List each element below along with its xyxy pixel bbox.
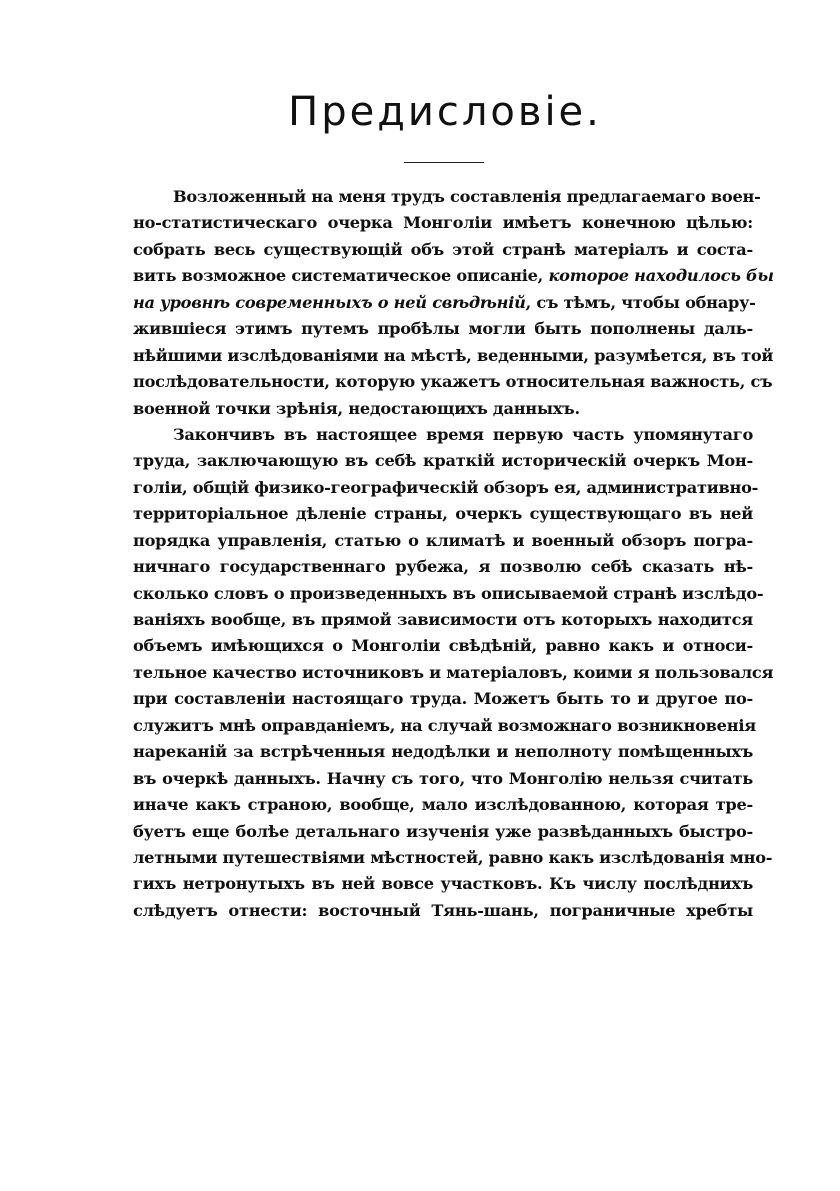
text-line — [133, 581, 764, 607]
text-line — [133, 422, 753, 448]
text-line — [133, 607, 753, 633]
text-line — [133, 396, 753, 422]
text-line — [133, 819, 753, 845]
text-run: въ очеркѣ данныхъ. Начну съ того, что Монголію нельзя считать — [133, 768, 753, 788]
text-run: голіи, общій физико-географическій обзоръ ея, административно- — [133, 477, 759, 497]
italic-phrase: которое находилось бы — [548, 266, 774, 286]
text-run: сколько словъ о произведенныхъ въ описываемой странѣ изслѣдо- — [133, 583, 764, 603]
text-line — [133, 713, 756, 739]
text-run: нареканій за встрѣченныя недодѣлки и неполноту помѣщенныхъ — [133, 742, 753, 762]
text-run: , съ тѣмъ, чтобы обнару- — [525, 292, 756, 312]
text-line — [133, 792, 753, 818]
italic-phrase: на уровнѣ современныхъ о ней свѣдѣній — [133, 292, 526, 312]
text-line — [133, 448, 753, 474]
text-run: летными путешествіями мѣстностей, равно какъ изслѣдованія мно- — [133, 847, 773, 867]
text-run: буетъ еще болѣе детальнаго изученія уже развѣданныхъ быстро- — [133, 821, 753, 841]
title-divider — [404, 162, 484, 163]
text-line — [133, 237, 753, 263]
text-run: территоріальное дѣленіе страны, очеркъ существующаго въ ней — [133, 504, 753, 524]
text-line — [133, 660, 774, 686]
text-run: ваніяхъ вообще, въ прямой зависимости отъ которыхъ находится — [133, 610, 753, 629]
text-line — [133, 343, 774, 369]
text-line — [133, 898, 753, 924]
text-line — [133, 501, 753, 527]
text-line — [133, 184, 761, 210]
text-line — [133, 475, 759, 501]
text-run: при составленіи настоящаго труда. Можетъ быть то и другое по- — [133, 689, 753, 709]
text-line — [133, 633, 753, 659]
text-run: Возложенный на меня трудъ составленія предлагаемаго воен- — [173, 187, 761, 206]
text-line — [133, 528, 753, 554]
text-run: ничнаго государственнаго рубежа, я позволю себѣ сказать нѣ- — [133, 557, 753, 577]
text-run: слѣдуетъ отнести: восточный Тянь-шань, пограничные хребты — [133, 900, 753, 920]
text-run: вить возможное систематическое описаніе, — [133, 266, 549, 286]
text-run: объемъ имѣющихся о Монголіи свѣдѣній, равно какъ и относи- — [133, 636, 753, 656]
text-run: послѣдовательности, которую укажетъ относительная важность, съ — [133, 372, 773, 392]
text-run: нѣйшими изслѣдованіями на мѣстѣ, веденными, разумѣется, въ той — [133, 345, 774, 365]
paragraph — [133, 422, 774, 924]
preface-body — [133, 184, 774, 924]
text-run: жившіеся этимъ путемъ пробѣлы могли быть пополнены даль- — [133, 319, 753, 339]
text-line — [133, 686, 753, 712]
text-line — [133, 369, 773, 395]
text-line — [133, 290, 756, 316]
text-line — [133, 316, 753, 342]
text-run: иначе какъ страною, вообще, мало изслѣдованною, которая тре- — [133, 795, 753, 815]
text-line — [133, 210, 753, 236]
text-run: гихъ нетронутыхъ въ ней вовсе участковъ. Къ числу послѣднихъ — [133, 874, 753, 894]
text-line — [133, 739, 753, 765]
page-title: Предисловіе. — [288, 89, 602, 135]
text-line — [133, 263, 774, 289]
text-line — [133, 845, 773, 871]
text-line — [133, 766, 753, 792]
paragraph — [133, 184, 774, 422]
text-run: труда, заключающую въ себѣ краткій историческій очеркъ Мон- — [133, 451, 753, 471]
text-run: порядка управленія, статью о климатѣ и военный обзоръ погра- — [133, 530, 753, 550]
text-run: собрать весь существующій объ этой странѣ матеріалъ и соста- — [133, 239, 753, 259]
text-run: Закончивъ въ настоящее время первую часть упомянутаго — [173, 424, 753, 444]
text-line — [133, 554, 753, 580]
text-line — [133, 871, 753, 897]
text-run: но-статистическаго очерка Монголіи имѣетъ конечною цѣлью: — [133, 213, 753, 233]
text-run: военной точки зрѣнія, недостающихъ данныхъ. — [133, 398, 580, 418]
text-run: тельное качество источниковъ и матеріаловъ, коими я пользовался — [133, 662, 774, 682]
text-run: служитъ мнѣ оправданіемъ, на случай возможнаго возникновенія — [133, 715, 756, 735]
